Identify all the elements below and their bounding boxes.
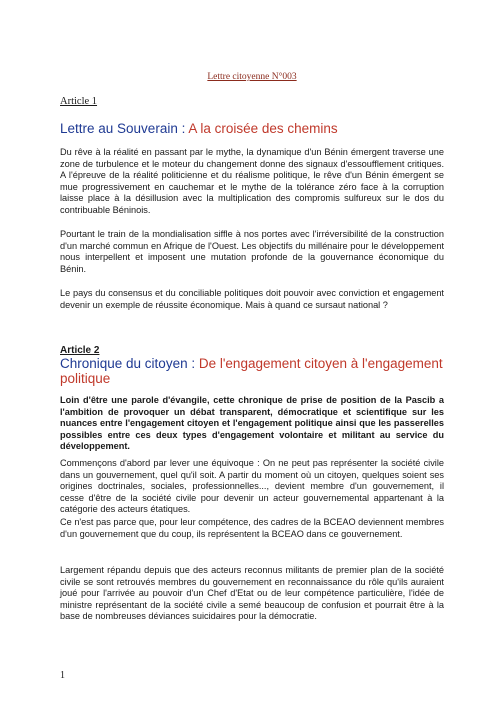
letter-title: Lettre citoyenne N°003 xyxy=(207,72,297,82)
article-2-label: Article 2 xyxy=(60,345,100,356)
article-1-heading-subtitle: A la croisée des chemins xyxy=(188,121,338,136)
article-2-intro: Loin d'être une parole d'évangile, cette chronique de prise de position de la Pascib a l'ambition de provoquer un débat transparent, démocratique et scientifique sur les nuances entre l'engagement citoyen et l'engagement politique ainsi que les passerelles possibles entre ces deux types d'engagement volontaire et militant au service du développement. xyxy=(60,395,444,451)
article-1-paragraph: Le pays du consensus et du conciliable politiques doit pouvoir avec conviction et engagement devenir un exemple de réussite économique. Mais à quand ce sursaut national ? xyxy=(60,288,444,310)
article-2-paragraph: Ce n'est pas parce que, pour leur compétence, des cadres de la BCEAO deviennent membres d'un gouvernement que du coup, ils représentent la BCEAO dans ce gouvernement. xyxy=(60,517,444,539)
article-1-paragraph: Du rêve à la réalité en passant par le mythe, la dynamique d'un Bénin émergent traverse une zone de turbulence et le moteur du changement donne des signaux d'essoufflement critiques. A l'épreuve de la réalité politicienne et du réalisme politique, le rêve d'un Bénin émergent se mue progressivement en cauchemar et le mythe de la tolérance zéro face à la corruption laisse place à la désillusion avec la multiplication des compromis sulfureux sur le dos du contribuable Béninois. xyxy=(60,147,444,215)
article-2-heading-subtitle: De l'engagement citoyen à l'engagement politique xyxy=(60,356,443,386)
article-2-paragraph: Largement répandu depuis que des acteurs reconnus militants de premier plan de la société civile se sont retrouvés membres du gouvernement en reconnaissance du rôle qu'ils auraient joué pour l'arrivée au pouvoir d'un Chef d'Etat ou de leur compétence particulière, l'idée de ministre représentant de la société civile a semé beaucoup de confusion et pourrait être à la base de nombreuses déviances suicidaires pour la démocratie. xyxy=(60,565,444,621)
article-1-heading-title: Lettre au Souverain : xyxy=(60,121,189,136)
article-1-heading xyxy=(60,121,444,136)
article-1-label: Article 1 xyxy=(60,96,98,107)
article-2-heading-title: Chronique du citoyen : xyxy=(60,356,199,371)
article-2-paragraph: Commençons d'abord par lever une équivoque : On ne peut pas représenter la société civile dans un gouvernement, quel qu'il soit. A partir du moment où un citoyen, quelques soient ses origines doctrinales, sociales, professionnelles..., devient membre d'un gouvernement, il cesse d'être de la société civile pour devenir un acteur gouvernemental appartenant à la catégorie des acteurs étatiques. xyxy=(60,458,444,514)
article-1-paragraph: Pourtant le train de la mondialisation siffle à nos portes avec l'irréversibilité de la construction d'un marché commun en Afrique de l'Ouest. Les objectifs du millénaire pour le développement nous interpellent et imposent une mutation profonde de la gouvernance économique du Bénin. xyxy=(60,229,444,274)
article-2-heading xyxy=(60,356,444,386)
page-number: 1 xyxy=(60,670,65,681)
